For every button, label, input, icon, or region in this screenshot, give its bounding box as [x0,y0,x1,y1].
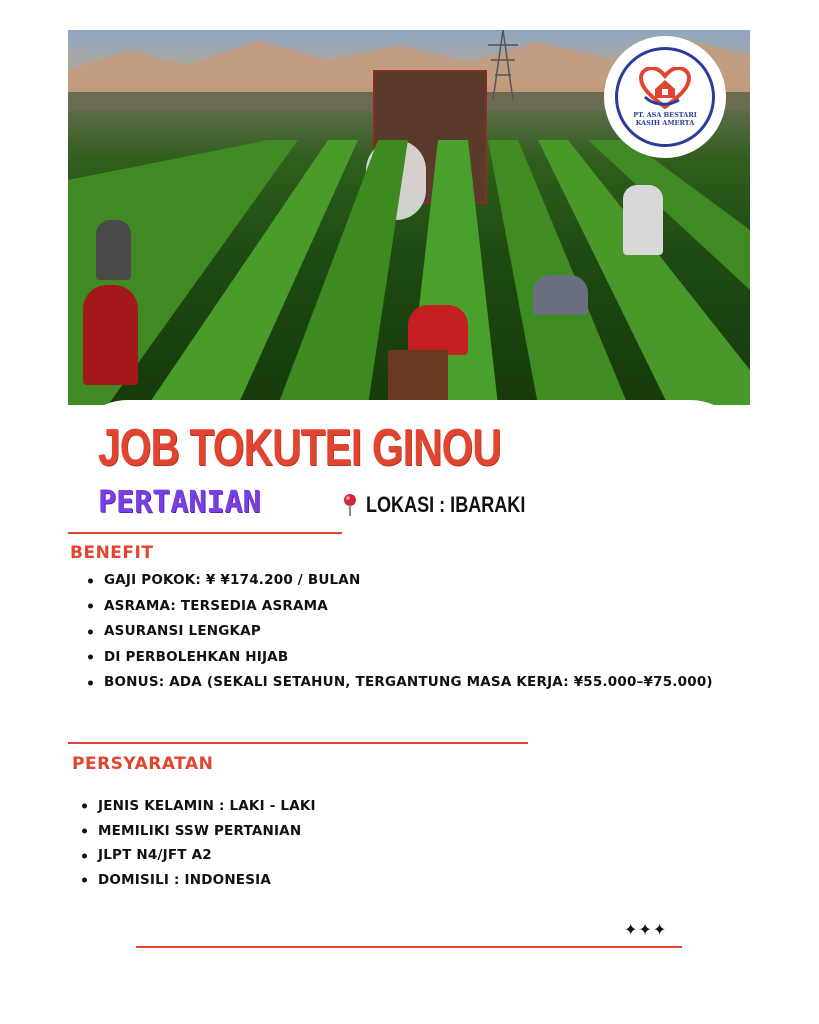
job-category: PERTANIAN [98,485,261,520]
list-item: JLPT N4/JFT A2 [80,843,316,868]
benefit-list [86,568,713,696]
sparkle-icon: ✦✦✦ [624,920,668,939]
logo-line-2: KASIH AMERTA [635,119,695,127]
company-logo [604,36,726,158]
list-item: DI PERBOLEHKAN HIJAB [86,645,713,671]
location-text: LOKASI : IBARAKI [366,492,526,517]
requirements-heading: PERSYARATAN [72,754,214,774]
location-label [342,492,560,518]
list-item: MEMILIKI SSW PERTANIAN [80,819,316,844]
list-item: GAJI POKOK: ¥ ¥174.200 / BULAN [86,568,713,594]
requirements-list [80,794,316,893]
list-item: ASURANSI LENGKAP [86,619,713,645]
page-title: JOB TOKUTEI GINOU [98,419,501,477]
worker-figure [533,275,588,315]
divider [68,742,528,744]
heart-house-icon [639,67,691,109]
divider [136,946,682,948]
list-item: JENIS KELAMIN : LAKI - LAKI [80,794,316,819]
divider [68,532,342,534]
logo-line-1: PT. ASA BESTARI [633,111,697,119]
crate-stack-graphic [388,350,448,405]
list-item: BONUS: ADA (SEKALI SETAHUN, TERGANTUNG MASA KERJA: ¥55.000–¥75.000) [86,670,713,696]
list-item: ASRAMA: TERSEDIA ASRAMA [86,594,713,620]
worker-figure [623,185,663,255]
worker-figure [96,220,131,280]
logo-company-name [633,111,697,127]
list-item: DOMISILI : INDONESIA [80,868,316,893]
logo-ring [615,47,715,147]
worker-figure [408,305,468,355]
worker-figure [83,285,138,385]
benefit-heading: BENEFIT [70,543,154,563]
map-pin-icon [342,493,358,517]
